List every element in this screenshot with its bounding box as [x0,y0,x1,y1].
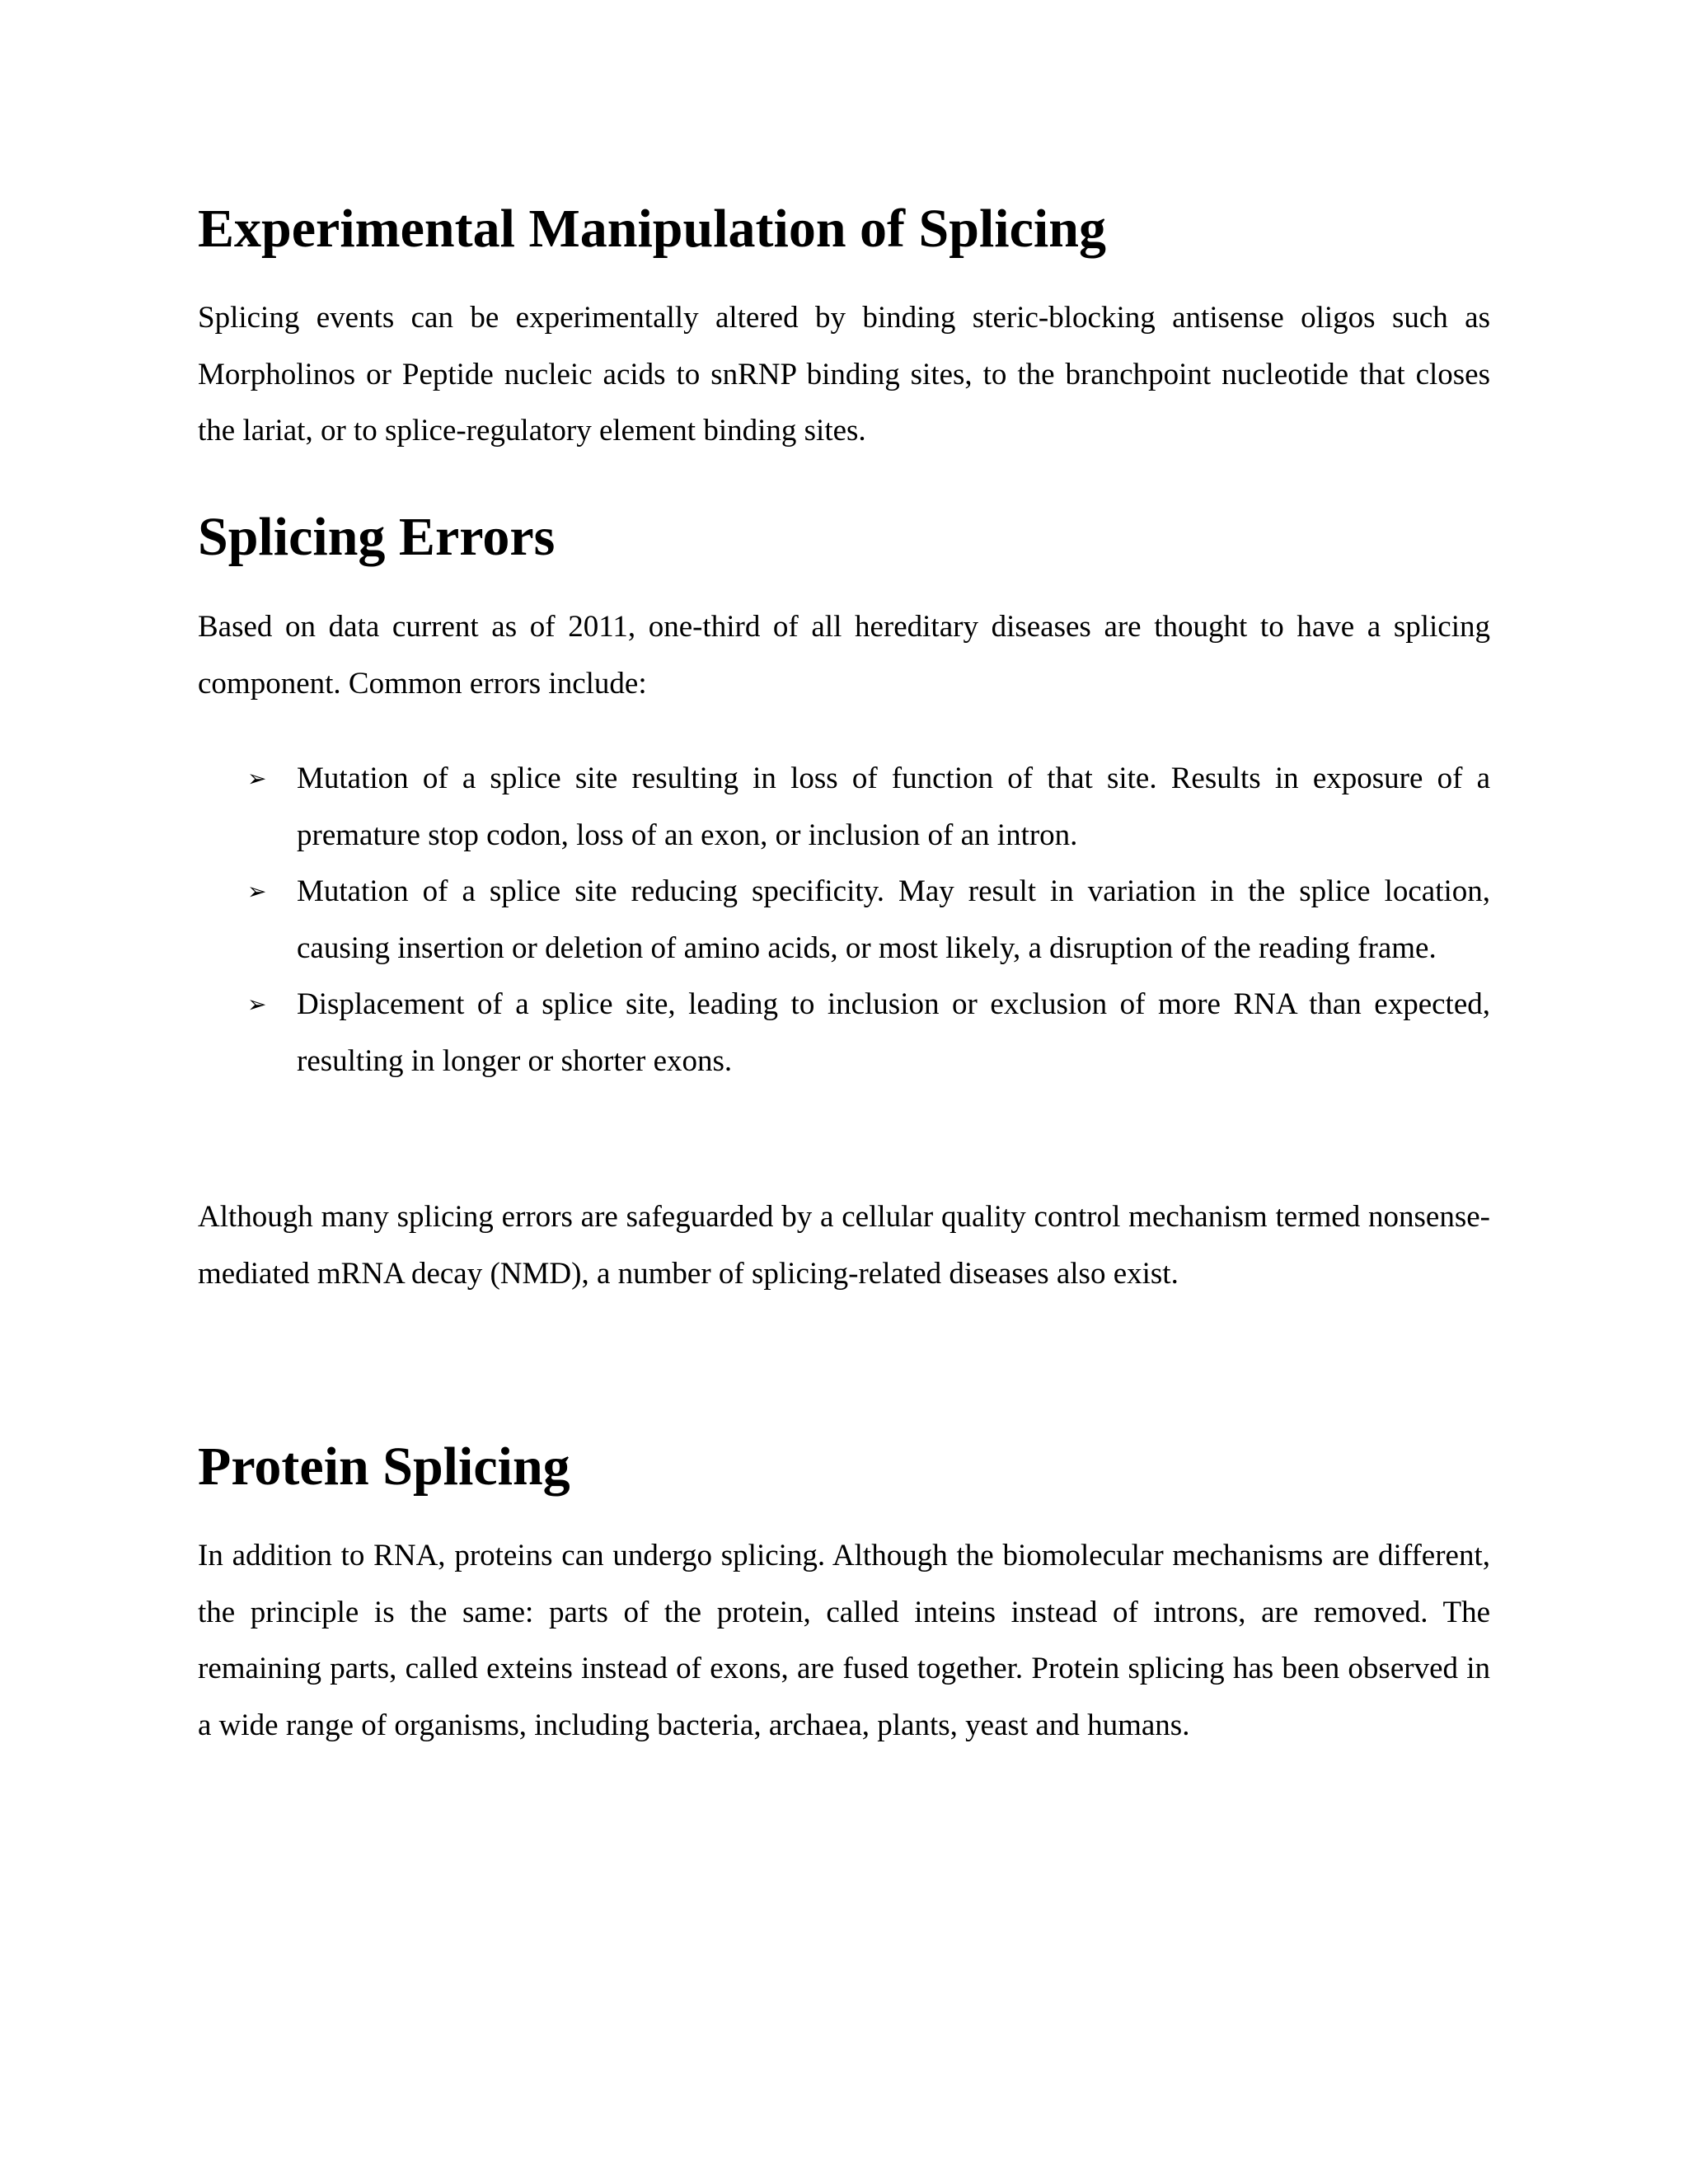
paragraph-splicing-errors-outro: Although many splicing errors are safeguarded by a cellular quality control mechanism termed nonsense-mediated mRNA decay (NMD), a number of splicing-related diseases also exist. [198,1200,1490,1291]
section-heading-splicing-errors: Splicing Errors [198,507,556,567]
paragraph-splicing-errors-intro: Based on data current as of 2011, one-third of all hereditary diseases are thought to have a splicing component. Common errors include: [198,610,1490,701]
list-item [198,751,1490,864]
list-item-text: Displacement of a splice site, leading to inclusion or exclusion of more RNA than expected, resulting in longer or shorter exons. [297,987,1490,1078]
arrowhead-bullet-icon: ➢ [247,991,267,1018]
arrowhead-bullet-icon: ➢ [247,878,267,905]
arrowhead-bullet-icon: ➢ [247,765,267,792]
list-item-text: Mutation of a splice site resulting in loss of function of that site. Results in exposure of a premature stop codon, loss of an exon, or inclusion of an intron. [297,762,1490,852]
section-heading-experimental-manipulation: Experimental Manipulation of Splicing [198,199,1106,259]
list-item [198,864,1490,977]
list-item [198,977,1490,1090]
splicing-errors-list [198,751,1490,1090]
paragraph-experimental-manipulation: Splicing events can be experimentally altered by binding steric-blocking antisense oligos such as Morpholinos or Peptide nucleic acids to snRNP binding sites, to the branchpoint nucleotide that closes the lariat, or to splice-regulatory element binding sites. [198,301,1490,448]
section-heading-protein-splicing: Protein Splicing [198,1436,570,1497]
list-item-text: Mutation of a splice site reducing specificity. May result in variation in the splice location, causing insertion or deletion of amino acids, or most likely, a disruption of the reading frame. [297,874,1490,965]
paragraph-protein-splicing: In addition to RNA, proteins can undergo splicing. Although the biomolecular mechanisms are different, the principle is the same: parts of the protein, called inteins instead of introns, are removed. The remaining parts, called exteins instead of exons, are fused together. Protein splicing has been observed in a wide range of organisms, including bacteria, archaea, plants, yeast and humans. [198,1539,1490,1742]
